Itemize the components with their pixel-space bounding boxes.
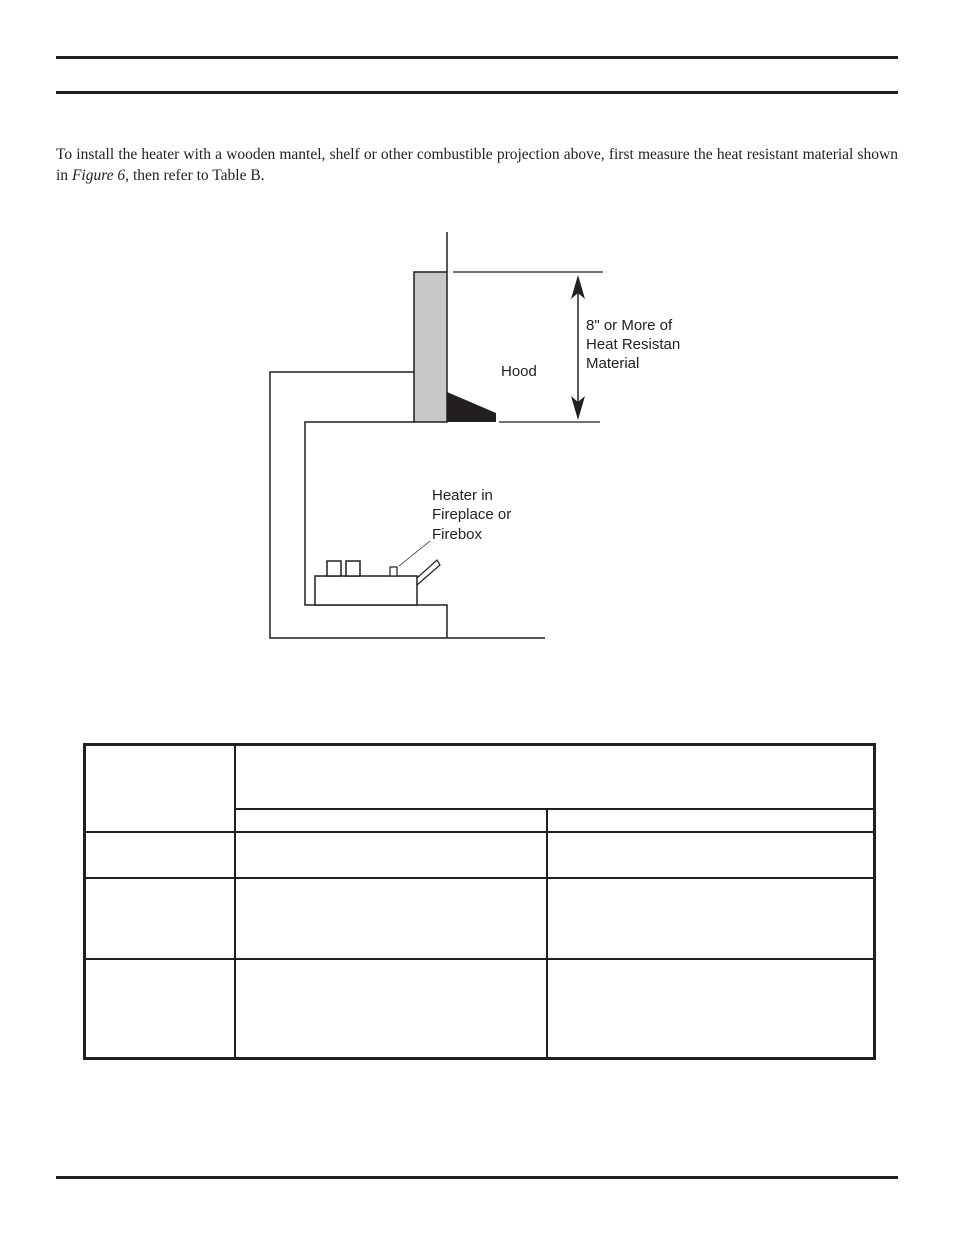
intro-text: To install the heater with a wooden mantel, shelf or other combustible projection above, first measure the heat resistant material shown in [56, 146, 898, 184]
table-row [85, 959, 875, 1059]
heater-label-line-2: Fireplace or [432, 506, 512, 523]
figure-reference: Figure 6, [71, 167, 130, 184]
heater-leader-line [399, 541, 430, 566]
table-row [85, 878, 875, 959]
table-subheader-col-1 [235, 809, 547, 832]
table-cell [547, 832, 875, 877]
heater-pilot [390, 567, 397, 576]
table-header-group [235, 745, 875, 810]
hood-label: Hood [501, 363, 537, 380]
measure-label-line-1: 8" or More of [586, 317, 673, 334]
table-cell [547, 878, 875, 959]
table-subheader-col-2 [547, 809, 875, 832]
measure-label-line-2: Heat Resistan [586, 336, 681, 353]
heater-knob-1 [327, 561, 341, 576]
table-b [83, 743, 876, 1060]
measure-label-line-3: Material [586, 355, 640, 372]
table-header-row [85, 745, 875, 810]
heater-label-line-3: Firebox [432, 526, 483, 543]
table-cell [85, 959, 235, 1059]
table-cell [85, 878, 235, 959]
table-header-left [85, 745, 235, 833]
heater-deflector [417, 560, 440, 585]
table-cell [235, 959, 547, 1059]
table-cell [547, 959, 875, 1059]
footer-rule [56, 1176, 898, 1179]
intro-text-end: then refer to Table B. [129, 167, 265, 184]
heater-knob-2 [346, 561, 360, 576]
table-row [85, 832, 875, 877]
table-cell [235, 832, 547, 877]
heat-resistant-material [414, 272, 447, 422]
table-cell [85, 832, 235, 877]
hood [447, 392, 496, 422]
table-cell [235, 878, 547, 959]
heater-body [315, 576, 417, 605]
heater-label-line-1: Heater in [432, 487, 493, 504]
